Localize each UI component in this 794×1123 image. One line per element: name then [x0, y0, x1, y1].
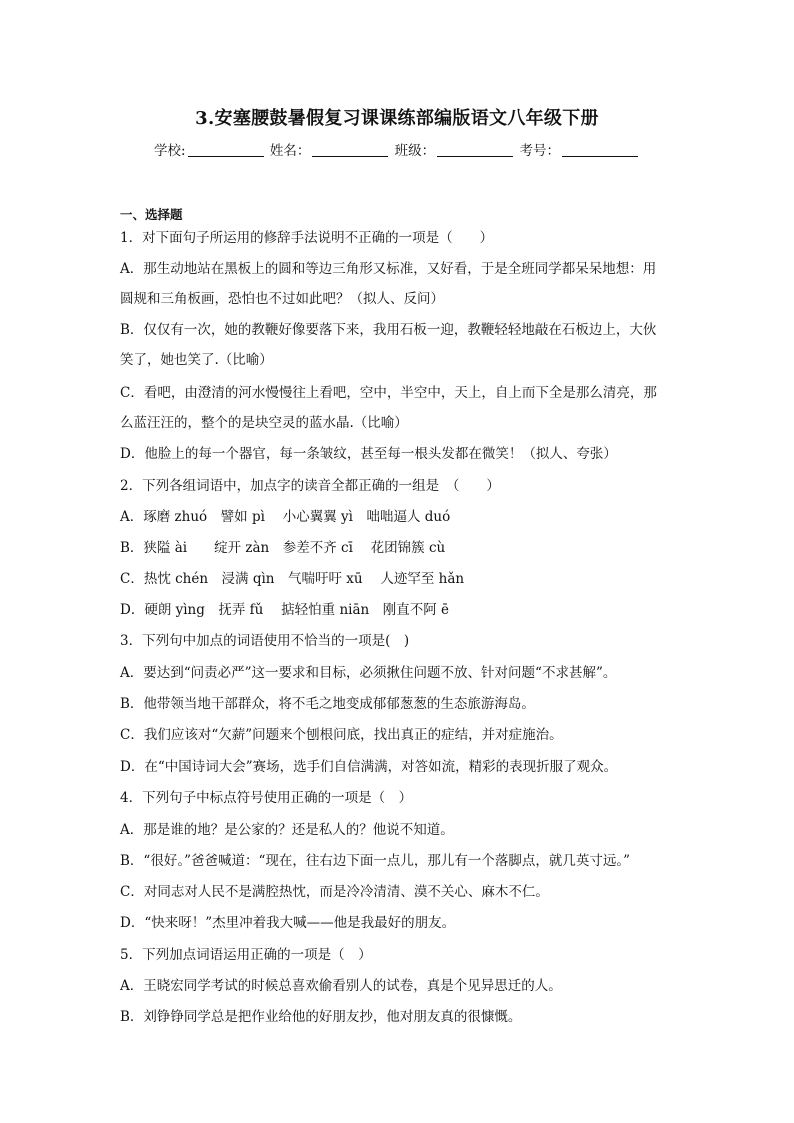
- question-2-stem: 2．下列各组词语中，加点字的读音全都正确的一组是 （ ）: [120, 478, 500, 494]
- question-1-option-a-cont: 圆规和三角板画，恐怕也不过如此吧？（拟人、反问）: [120, 291, 444, 307]
- question-4-option-d: D．“快来呀！”杰里冲着我大喊——他是我最好的朋友。: [120, 915, 456, 931]
- question-2-option-d: D．硬朗 yìng 抚弄 fǔ 掂轻怕重 niān 刚直不阿 ē: [120, 602, 449, 618]
- question-4-stem: 4．下列句子中标点符号使用正确的一项是（ ）: [120, 790, 413, 806]
- class-blank[interactable]: [437, 142, 513, 157]
- question-2-option-b: B．狭隘 ài 绽开 zàn 参差不齐 cī 花团锦簇 cù: [120, 540, 446, 556]
- question-3-option-c: C．我们应该对“欠薪”问题来个刨根问底，找出真正的症结，并对症施治。: [120, 727, 563, 743]
- question-3-option-a: A．要达到“问责必严”这一要求和目标，必须揪住问题不放、针对问题“不求甚解”。: [120, 665, 617, 681]
- question-5-option-a: A．王晓宏同学考试的时候总喜欢偷看别人的试卷，真是个见异思迁的人。: [120, 978, 562, 994]
- question-1-option-a: A．那生动地站在黑板上的圆和等边三角形又标准，又好看，于是全班同学都呆呆地想：用: [120, 261, 657, 277]
- question-3-stem: 3．下列句中加点的词语使用不恰当的一项是( ): [120, 633, 410, 649]
- student-info-line: [0, 139, 794, 159]
- question-1-option-c-cont: 么蓝汪汪的，整个的是块空灵的蓝水晶.（比喻）: [120, 415, 408, 431]
- class-label: 班级：: [394, 143, 436, 159]
- question-1-option-d: D．他脸上的每一个器官，每一条皱纹，甚至每一根头发都在微笑！（拟人、夸张）: [120, 446, 617, 462]
- question-4-option-a: A．那是谁的地？是公家的？还是私人的？他说不知道。: [120, 822, 454, 838]
- question-2-option-a: A．琢磨 zhuó 譬如 pì 小心翼翼 yì 咄咄逼人 duó: [120, 509, 451, 525]
- question-4-option-b: B．“很好。”爸爸喊道：“现在，往右边下面一点儿，那儿有一个落脚点，就几英寸远。”: [120, 853, 631, 869]
- exam-no-label: 考号：: [519, 143, 560, 159]
- question-1-option-b: B．仅仅有一次，她的教鞭好像要落下来，我用石板一迎，教鞭轻轻地敲在石板边上，大伙: [120, 322, 657, 338]
- school-label: 学校:: [154, 143, 186, 159]
- question-5-option-b: B．刘铮铮同学总是把作业给他的好朋友抄，他对朋友真的很慷慨。: [120, 1009, 522, 1025]
- question-3-option-b: B．他带领当地干部群众，将不毛之地变成郁郁葱葱的生态旅游海岛。: [120, 696, 535, 712]
- question-1-option-c: C．看吧，由澄清的河水慢慢往上看吧，空中，半空中，天上，自上而下全是那么清亮，那: [120, 385, 657, 401]
- question-5-stem: 5．下列加点词语运用正确的一项是（ ）: [120, 947, 372, 963]
- question-4-option-c: C．对同志对人民不是满腔热忱，而是冷冷清清、漠不关心、麻木不仁。: [120, 884, 549, 900]
- name-label: 姓名：: [269, 143, 311, 159]
- document-title: 3.安塞腰鼓暑假复习课课练部编版语文八年级下册: [195, 108, 599, 129]
- section-heading: 一、选择题: [120, 207, 183, 222]
- school-blank[interactable]: [188, 142, 264, 157]
- question-3-option-d: D．在“中国诗词大会”赛场，选手们自信满满，对答如流，精彩的表现折服了观众。: [120, 759, 618, 775]
- question-2-option-c: C．热忱 chén 浸满 qìn 气喘吁吁 xū 人迹罕至 hǎn: [120, 571, 465, 587]
- name-blank[interactable]: [312, 142, 388, 157]
- exam-no-blank[interactable]: [562, 142, 638, 157]
- question-1-stem: 1．对下面句子所运用的修辞手法说明不正确的一项是（ ）: [120, 230, 494, 246]
- question-1-option-b-cont: 笑了，她也笑了.（比喻）: [120, 352, 273, 368]
